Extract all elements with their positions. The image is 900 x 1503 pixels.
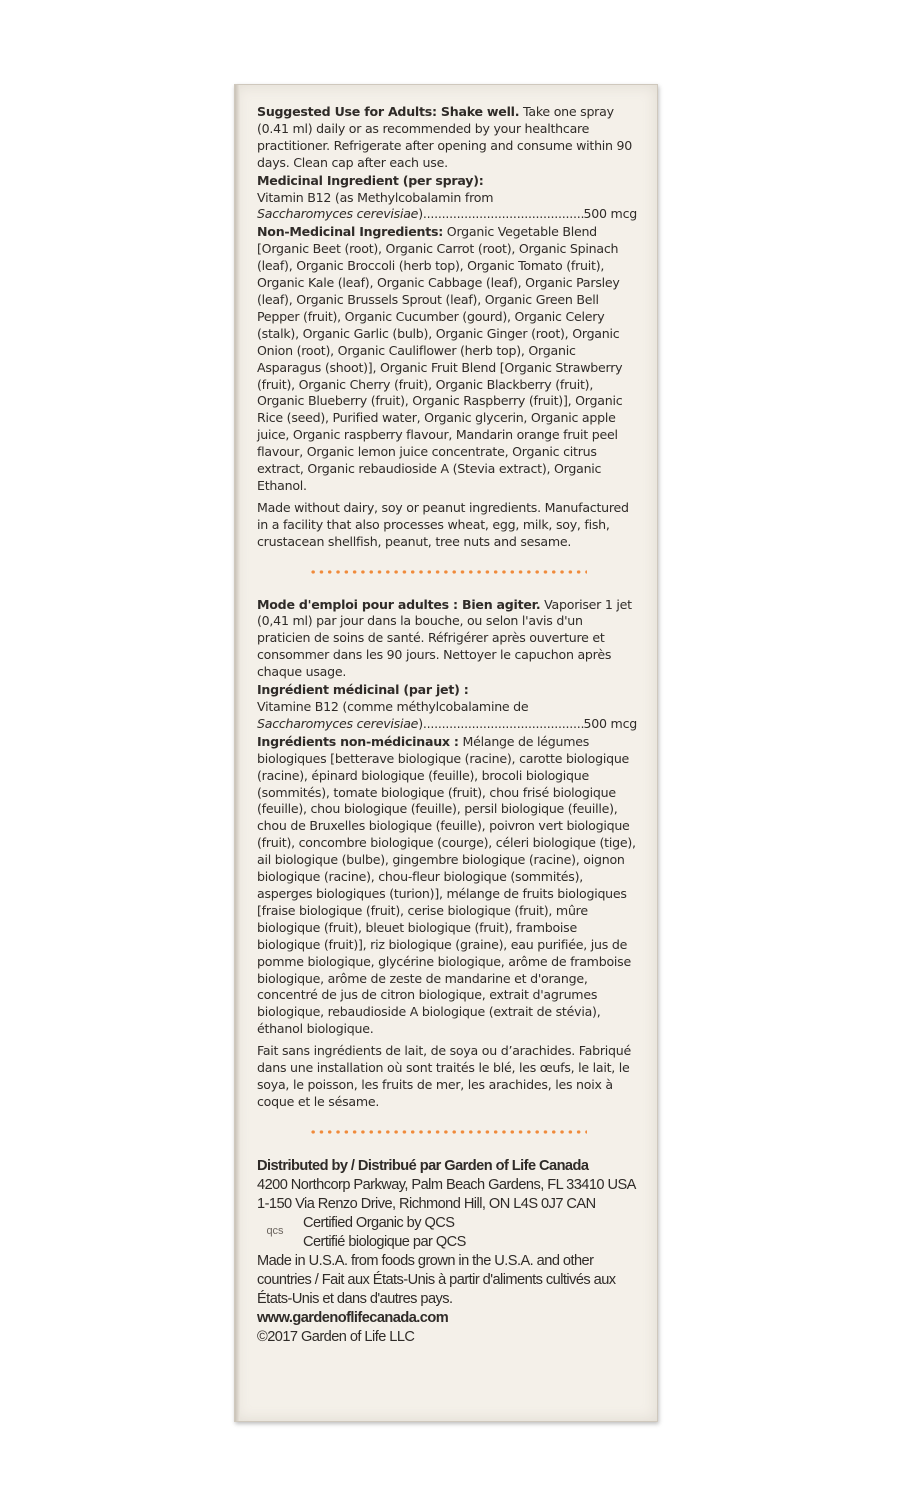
fr-medicinal-amount-line: [257, 716, 637, 733]
product-label-panel: [234, 84, 658, 1422]
website-text[interactable]: www.gardenoflifecanada.com: [257, 1309, 449, 1326]
en-medicinal-species-line: [257, 206, 423, 223]
en-medicinal-heading-text: Medicinal Ingredient (per spray):: [257, 172, 484, 188]
fr-non-medicinal: [257, 734, 637, 1038]
en-suggested-use: [257, 104, 637, 172]
distributed-by-text: Distributed by / Distribué par Garden of Life Canada: [257, 1157, 589, 1174]
fr-medicinal-species: Saccharomyces cerevisiae: [257, 715, 419, 731]
en-medicinal-amount-line: [257, 206, 637, 223]
en-suggested-use-heading: Suggested Use for Adults: Shake well.: [257, 104, 520, 119]
fr-medicinal-dot-leader: [423, 716, 584, 733]
en-medicinal-dot-leader: [423, 206, 584, 223]
fr-medicinal-line1: Vitamine B12 (comme méthylcobalamine de: [257, 699, 529, 714]
fr-non-medicinal-text: Mélange de légumes biologiques [betterave biologique (racine), carotte biologique (racine), épinard biologique (feuille), brocoli biologique (sommités), tomate biologique (fruit), chou frisé biologique (feuille), chou biologique (feuille), persil biologique (feuille), chou de Bruxelles biologique (feuille), poivron vert biologique (fruit), concombre biologique (courge), céleri biologique (tige), ail biologique (bulbe), gingembre biologique (racine), oignon biologique (racine), chou-fleur biologique (sommités), asperges biologiques (turion)], mélange de fruits biologiques [fraise biologique (fruit), cerise biologique (fruit), mûre biologique (fruit), bleuet biologique (fruit), framboise biologique (fruit)], riz biologique (graine), eau purifiée, jus de pomme biologique, glycérine biologique, arôme de framboise biologique, arôme de zeste de mandarine et d'orange, concentré de jus de citron biologique, extrait d'agrumes biologique, rebaudioside A biologique (extrait de stévia), éthanol biologique.: [257, 733, 636, 1037]
fr-suggested-use: [257, 597, 637, 682]
fr-medicinal-heading: [257, 682, 637, 699]
fr-suggested-use-heading: Mode d'emploi pour adultes : Bien agiter.: [257, 596, 541, 612]
en-suggested-use-text: Take one spray (0.41 ml) daily or as recommended by your healthcare practitioner. Refrigerate after opening and consume within 90 days. Clean cap after each use.: [257, 104, 633, 170]
qcs-logo-text: qcs: [266, 1225, 284, 1238]
en-non-medicinal: [257, 224, 637, 495]
copyright: ©2017 Garden of Life LLC: [257, 1328, 415, 1345]
divider-dots-2: [309, 1130, 587, 1134]
address-us: 4200 Northcorp Parkway, Palm Beach Gardens, FL 33410 USA: [257, 1176, 636, 1193]
en-medicinal-species: Saccharomyces cerevisiae: [257, 206, 419, 222]
certified-fr: Certifié biologique par QCS: [303, 1233, 466, 1250]
certification-row: [257, 1214, 637, 1252]
distribution-block: [257, 1157, 637, 1347]
en-medicinal-close: ): [418, 206, 423, 222]
fr-suggested-use-text: Vaporiser 1 jet (0,41 ml) par jour dans la bouche, ou selon l'avis d'un praticien de soins de santé. Réfrigérer après ouverture et consommer dans les 90 jours. Nettoyer le capuchon après chaque usage.: [257, 596, 632, 680]
divider-dots: [309, 570, 587, 574]
fr-medicinal-close: ): [418, 715, 423, 731]
qcs-logo-icon: [257, 1216, 293, 1248]
fr-medicinal-heading-text: Ingrédient médicinal (par jet) :: [257, 682, 469, 698]
website-link[interactable]: [257, 1309, 637, 1328]
en-non-medicinal-text: Organic Vegetable Blend [Organic Beet (root), Organic Carrot (root), Organic Spinach (leaf), Organic Broccoli (herb top), Organic Tomato (fruit), Organic Kale (leaf), Organic Cabbage (leaf), Organic Parsley (leaf), Organic Brussels Sprout (leaf), Organic Green Bell Pepper (fruit), Organic Cucumber (gourd), Organic Celery (stalk), Organic Garlic (bulb), Organic Ginger (root), Organic Onion (root), Organic Cauliflower (herb top), Organic Asparagus (shoot)], Organic Fruit Blend [Organic Strawberry (fruit), Organic Cherry (fruit), Organic Blackberry (fruit), Organic Blueberry (fruit), Organic Raspberry (fruit)], Organic Rice (seed), Purified water, Organic glycerin, Organic apple juice, Organic raspberry flavour, Mandarin orange fruit peel flavour, Organic lemon juice concentrate, Organic citrus extract, Organic rebaudioside A (Stevia extract), Organic Ethanol.: [257, 224, 623, 493]
en-medicinal-line1: Vitamin B12 (as Methylcobalamin from: [257, 189, 494, 205]
en-medicinal-amount: 500 mcg: [583, 206, 637, 222]
certified-en: Certified Organic by QCS: [303, 1214, 455, 1231]
fr-medicinal-species-line: [257, 716, 423, 733]
en-allergen-statement: Made without dairy, soy or peanut ingredients. Manufactured in a facility that also processes wheat, egg, milk, soy, fish, crustacean shellfish, peanut, tree nuts and sesame.: [257, 499, 629, 549]
distributed-by: [257, 1157, 637, 1176]
label-content: [257, 104, 637, 1347]
address-ca: 1-150 Via Renzo Drive, Richmond Hill, ON L4S 0J7 CAN: [257, 1195, 596, 1212]
made-in-statement: Made in U.S.A. from foods grown in the U.S.A. and other countries / Fait aux États-Unis à partir d'aliments cultivés aux États-Unis et dans d'autres pays.: [257, 1252, 616, 1307]
fr-allergen-statement: Fait sans ingrédients de lait, de soya ou d’arachides. Fabriqué dans une installation où sont traités le blé, les œufs, le lait, le soya, le poisson, les fruits de mer, les arachides, les noix à coque et le sésame.: [257, 1043, 631, 1109]
section-divider-2: [257, 1125, 637, 1139]
fr-non-medicinal-heading: Ingrédients non-médicinaux :: [257, 733, 459, 749]
section-divider: [257, 565, 637, 579]
fr-medicinal-amount: 500 mcg: [583, 715, 637, 731]
certification-text: [303, 1214, 466, 1252]
en-medicinal-heading: [257, 173, 637, 190]
en-non-medicinal-heading: Non-Medicinal Ingredients:: [257, 224, 444, 240]
